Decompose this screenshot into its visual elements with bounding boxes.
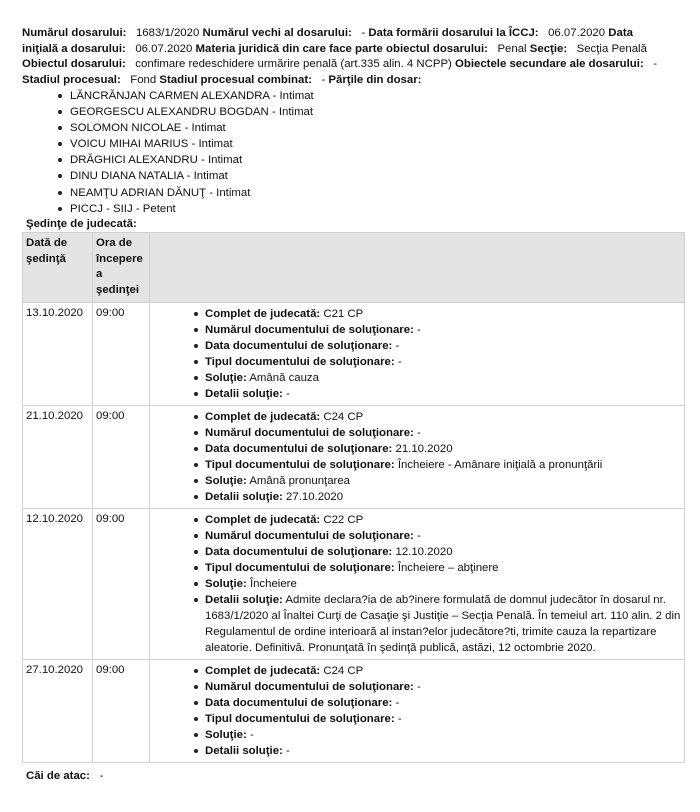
detail-document-number-label: Numărul documentului de soluţionare: [205, 530, 414, 543]
section-label: Secţie: [529, 42, 568, 55]
detail-solution-details [205, 592, 681, 656]
detail-complet [205, 409, 681, 425]
hearing-details-list [153, 306, 681, 402]
hearing-row [23, 509, 685, 660]
detail-solution-details-label: Detalii soluţie: [205, 745, 283, 758]
hearings-title: Şedinţe de judecată: [26, 217, 137, 230]
detail-document-date-label: Data documentului de soluţionare: [205, 443, 393, 456]
detail-document-type-label: Tipul documentului de soluţionare: [205, 562, 395, 575]
detail-document-date [205, 544, 681, 560]
detail-solution-details-value: - [286, 388, 290, 401]
secondary-objects-value: - [653, 58, 657, 70]
detail-solution [205, 576, 681, 592]
hearing-details [150, 303, 685, 406]
initial-date-value: 06.07.2020 [135, 42, 193, 55]
hearing-row [23, 303, 685, 406]
header-details [150, 233, 685, 303]
detail-complet-label: Complet de judecată: [205, 411, 321, 424]
detail-solution-label: Soluţie: [205, 729, 247, 742]
detail-document-number-label: Numărul documentului de soluţionare: [205, 427, 414, 440]
detail-document-number [205, 528, 681, 544]
detail-complet-label: Complet de judecată: [205, 665, 321, 678]
detail-complet-value: C24 CP [323, 411, 364, 424]
detail-document-type-value: Încheiere - Amânare iniţială a pronunţării [397, 459, 603, 472]
hearing-time: 09:00 [93, 303, 150, 406]
hearings-header-row [23, 233, 685, 303]
detail-document-date-value: - [395, 697, 400, 710]
detail-document-type [205, 457, 681, 473]
object-value: confimare redeschidere urmărire penală (art.335 alin. 4 NCPP) [135, 58, 452, 70]
detail-solution-details [205, 489, 681, 505]
stage-value: Fond [130, 73, 157, 86]
section-value: Secţia Penală [576, 42, 647, 55]
detail-document-number-label: Numărul documentului de soluţionare: [205, 324, 414, 337]
detail-document-date-label: Data documentului de soluţionare: [205, 546, 393, 559]
detail-document-type-value: Încheiere – abţinere [397, 562, 499, 575]
secondary-objects-label: Obiectele secundare ale dosarului: [455, 58, 644, 70]
detail-solution-details-label: Detalii soluţie: [205, 491, 283, 504]
detail-document-number-label: Numărul documentului de soluţionare: [205, 681, 414, 694]
formation-date-value: 06.07.2020 [548, 27, 606, 39]
detail-complet [205, 512, 681, 528]
detail-solution-value: Încheiere [249, 578, 297, 591]
detail-complet-value: C22 CP [323, 514, 364, 527]
detail-document-type [205, 711, 681, 727]
detail-complet-label: Complet de judecată: [205, 514, 321, 527]
appeals-label: Căi de atac: [26, 770, 90, 783]
detail-solution-label: Soluţie: [205, 578, 247, 591]
detail-complet-value: C24 CP [323, 665, 364, 678]
detail-document-date [205, 338, 681, 354]
hearing-date: 12.10.2020 [23, 509, 93, 660]
detail-complet-label: Complet de judecată: [205, 308, 321, 321]
hearing-time: 09:00 [93, 406, 150, 509]
initial-date-label: Data iniţială a dosarului: [22, 27, 633, 55]
detail-document-number-value: - [417, 681, 421, 694]
object-label: Obiectul dosarului: [22, 58, 126, 70]
detail-document-number [205, 425, 681, 441]
header-date: Dată de şedinţă [23, 233, 93, 303]
detail-solution-value: - [249, 729, 254, 742]
detail-document-date-label: Data documentului de soluţionare: [205, 697, 393, 710]
detail-document-type [205, 560, 681, 576]
hearing-time: 09:00 [93, 660, 150, 763]
detail-complet [205, 663, 681, 679]
party-item: DRĂGHICI ALEXANDRU - Intimat [70, 152, 682, 168]
detail-document-date-label: Data documentului de soluţionare: [205, 340, 393, 353]
appeals-value: - [99, 770, 104, 783]
detail-document-date-value: - [395, 340, 400, 353]
detail-solution [205, 370, 681, 386]
detail-document-date-value: 12.10.2020 [395, 546, 453, 559]
party-item: PICCJ - SIIJ - Petent [70, 201, 682, 217]
parties-label: Părţile din dosar: [328, 73, 422, 86]
hearings-table [22, 232, 685, 763]
hearing-details-list [153, 512, 681, 656]
detail-document-type-value: - [397, 713, 402, 726]
detail-document-number [205, 679, 681, 695]
hearing-date: 27.10.2020 [23, 660, 93, 763]
stage-label: Stadiul procesual: [22, 73, 121, 86]
party-item: DINU DIANA NATALIA - Intimat [70, 168, 682, 184]
hearing-date: 21.10.2020 [23, 406, 93, 509]
party-item: LĂNCRĂNJAN CARMEN ALEXANDRA - Intimat [70, 88, 682, 104]
hearing-details-list [153, 663, 681, 759]
old-case-number-value: - [361, 27, 366, 39]
detail-solution [205, 473, 681, 489]
detail-document-date [205, 441, 681, 457]
detail-document-type-label: Tipul documentului de soluţionare: [205, 713, 395, 726]
hearing-row [23, 660, 685, 763]
hearing-details-list [153, 409, 681, 505]
detail-document-number-value: - [417, 427, 421, 440]
appeals-section [26, 769, 682, 785]
combined-stage-value: - [321, 73, 326, 86]
detail-solution [205, 727, 681, 743]
detail-document-date [205, 695, 681, 711]
detail-solution-label: Soluţie: [205, 372, 247, 385]
detail-document-date-value: 21.10.2020 [395, 443, 453, 456]
detail-solution-value: Amână cauza [249, 372, 319, 385]
detail-solution-label: Soluţie: [205, 475, 247, 488]
detail-solution-details-label: Detalii soluţie: [205, 388, 283, 401]
header-time: Ora de începere a şedinţei [93, 233, 150, 303]
matter-value: Penal [497, 42, 527, 55]
detail-solution-value: Amână pronunţarea [249, 475, 350, 488]
party-item: SOLOMON NICOLAE - Intimat [70, 120, 682, 136]
detail-solution-details-value: 27.10.2020 [286, 491, 344, 504]
case-metadata [22, 26, 672, 88]
party-item: VOICU MIHAI MARIUS - Intimat [70, 136, 682, 152]
hearing-date: 13.10.2020 [23, 303, 93, 406]
parties-list [22, 88, 682, 217]
detail-document-number-value: - [417, 324, 421, 337]
party-item: GEORGESCU ALEXANDRU BOGDAN - Intimat [70, 104, 682, 120]
case-number-value: 1683/1/2020 [135, 27, 200, 39]
detail-solution-details [205, 743, 681, 759]
detail-solution-details-label: Detalii soluţie: [205, 594, 283, 607]
formation-date-label: Data formării dosarului la ÎCCJ: [368, 27, 539, 39]
detail-document-type-label: Tipul documentului de soluţionare: [205, 356, 395, 369]
detail-complet [205, 306, 681, 322]
hearing-details [150, 406, 685, 509]
hearing-details [150, 660, 685, 763]
matter-label: Materia juridică din care face parte obiectul dosarului: [195, 42, 488, 55]
detail-document-type-value: - [397, 356, 402, 369]
detail-solution-details-value: - [286, 745, 290, 758]
old-case-number-label: Numărul vechi al dosarului: [202, 27, 352, 39]
hearing-details [150, 509, 685, 660]
detail-document-type [205, 354, 681, 370]
hearing-row [23, 406, 685, 509]
case-number-label: Numărul dosarului: [22, 27, 127, 39]
party-item: NEAMŢU ADRIAN DĂNUŢ - Intimat [70, 185, 682, 201]
detail-document-number-value: - [417, 530, 421, 543]
combined-stage-label: Stadiul procesual combinat: [159, 73, 312, 86]
detail-complet-value: C21 CP [323, 308, 364, 321]
detail-document-number [205, 322, 681, 338]
detail-solution-details-value: Admite declara?ia de ab?inere formulată de domnul judecător în dosarul nr. 1683/1/2020 al Înaltei Curţi de Casaţie şi Justiţie – Secţia Penală. În temeiul art. 110 alin. 2 din Regulamentul de ordine interioară al instan?elor judecătore?ti, trimite cauza la repartizare aleatorie. Definitivă. Pronunţată în şedinţă publică, astăzi, 12 octombrie 2020. [205, 594, 681, 655]
detail-document-type-label: Tipul documentului de soluţionare: [205, 459, 395, 472]
hearing-time: 09:00 [93, 509, 150, 660]
detail-solution-details [205, 386, 681, 402]
